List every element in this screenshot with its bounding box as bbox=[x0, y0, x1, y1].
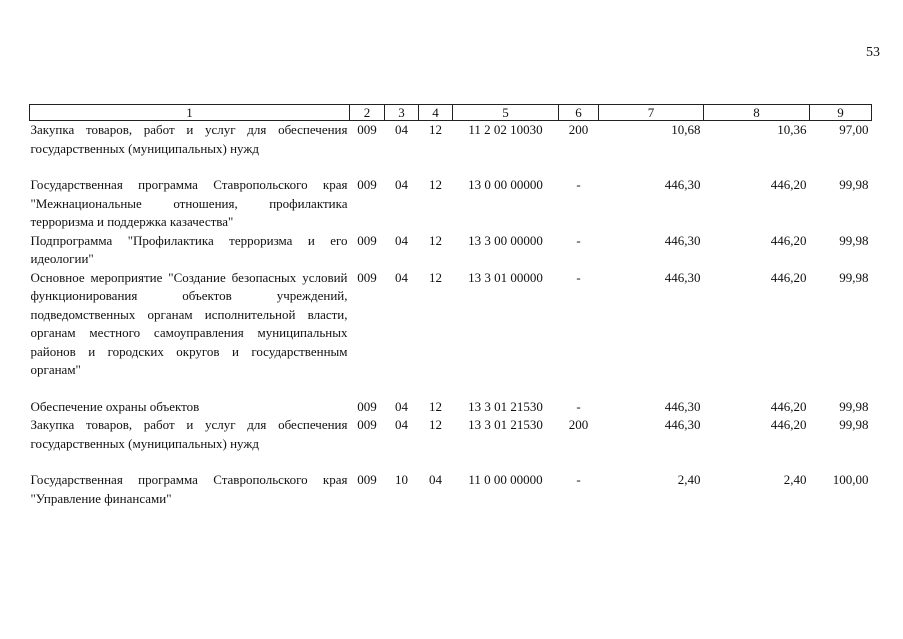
header-row bbox=[30, 105, 872, 121]
row-value-actual: 446,20 bbox=[770, 269, 807, 285]
row-value-planned: 446,30 bbox=[664, 417, 701, 432]
row-target-article: 13 3 01 21530 bbox=[468, 417, 543, 432]
col-header-5: 5 bbox=[453, 105, 559, 121]
row-target-article: 13 0 00 00000 bbox=[468, 177, 543, 192]
row-ministry-code: 009 bbox=[357, 417, 377, 432]
row-description: Подпрограмма "Профилактика терроризма и его идеологии" bbox=[30, 232, 348, 266]
row-subsection-code: 04 bbox=[429, 472, 442, 487]
row-value-actual: 446,20 bbox=[770, 398, 807, 414]
table-row bbox=[30, 471, 872, 508]
table-row bbox=[30, 232, 872, 269]
budget-table-container bbox=[29, 104, 871, 508]
row-subsection-code: 12 bbox=[429, 232, 442, 248]
row-ministry-code: 009 bbox=[357, 232, 377, 248]
row-section-code: 04 bbox=[395, 398, 408, 414]
row-value-planned: 446,30 bbox=[664, 398, 701, 414]
page-number: 53 bbox=[866, 45, 880, 60]
col-header-8: 8 bbox=[704, 105, 810, 121]
table-row bbox=[30, 416, 872, 453]
row-target-article: 13 3 01 00000 bbox=[468, 269, 543, 285]
row-description: Государственная программа Ставропольского края "Межнациональные отношения, профилактика терроризма и поддержка казачества" bbox=[30, 177, 348, 229]
row-expense-type: - bbox=[576, 232, 581, 248]
row-description: Основное мероприятие "Создание безопасных условий функционирования объектов учреждений, подведомственных органам исполнительной власти, органам местного самоуправления муниципальных районов и городских округов и государственным органам" bbox=[30, 269, 348, 377]
row-subsection-code: 12 bbox=[429, 177, 442, 192]
row-subsection-code: 12 bbox=[429, 398, 442, 414]
col-header-6: 6 bbox=[559, 105, 599, 121]
row-value-percent: 100,00 bbox=[832, 472, 869, 487]
row-value-percent: 99,98 bbox=[839, 398, 869, 414]
row-expense-type: - bbox=[576, 398, 581, 414]
row-spacer bbox=[30, 380, 872, 398]
row-value-actual: 10,36 bbox=[777, 122, 807, 137]
row-value-actual: 2,40 bbox=[783, 472, 807, 487]
row-value-planned: 2,40 bbox=[677, 472, 701, 487]
row-value-percent: 99,98 bbox=[839, 232, 869, 248]
row-section-code: 04 bbox=[395, 177, 408, 192]
row-target-article: 11 2 02 10030 bbox=[468, 122, 543, 137]
row-spacer bbox=[30, 453, 872, 471]
row-value-actual: 446,20 bbox=[770, 177, 807, 192]
row-description: Закупка товаров, работ и услуг для обеспечения государственных (муниципальных) нужд bbox=[30, 417, 348, 451]
row-ministry-code: 009 bbox=[357, 177, 377, 192]
row-expense-type: 200 bbox=[568, 122, 589, 137]
row-expense-type: - bbox=[576, 177, 581, 192]
col-header-1: 1 bbox=[30, 105, 350, 121]
row-ministry-code: 009 bbox=[357, 122, 377, 137]
row-section-code: 10 bbox=[395, 472, 408, 487]
row-value-actual: 446,20 bbox=[770, 417, 807, 432]
row-description: Закупка товаров, работ и услуг для обеспечения государственных (муниципальных) нужд bbox=[30, 122, 348, 156]
table-row bbox=[30, 398, 872, 417]
row-value-actual: 446,20 bbox=[770, 232, 807, 248]
row-subsection-code: 12 bbox=[429, 269, 442, 285]
col-header-7: 7 bbox=[599, 105, 704, 121]
row-ministry-code: 009 bbox=[357, 472, 377, 487]
row-value-percent: 99,98 bbox=[839, 417, 869, 432]
row-subsection-code: 12 bbox=[429, 417, 442, 432]
table-row bbox=[30, 121, 872, 159]
col-header-3: 3 bbox=[385, 105, 419, 121]
row-expense-type: 200 bbox=[568, 417, 589, 432]
row-expense-type: - bbox=[576, 472, 581, 487]
row-value-planned: 10,68 bbox=[671, 122, 701, 137]
row-section-code: 04 bbox=[395, 122, 408, 137]
row-description: Обеспечение охраны объектов bbox=[30, 398, 200, 414]
table-row bbox=[30, 176, 872, 232]
row-target-article: 11 0 00 00000 bbox=[468, 472, 543, 487]
row-section-code: 04 bbox=[395, 232, 408, 248]
row-subsection-code: 12 bbox=[429, 122, 442, 137]
row-value-planned: 446,30 bbox=[664, 269, 701, 285]
row-target-article: 13 3 00 00000 bbox=[468, 232, 543, 248]
row-value-planned: 446,30 bbox=[664, 232, 701, 248]
row-ministry-code: 009 bbox=[357, 269, 377, 285]
col-header-9: 9 bbox=[810, 105, 872, 121]
table-row bbox=[30, 269, 872, 380]
row-section-code: 04 bbox=[395, 269, 408, 285]
row-value-percent: 99,98 bbox=[839, 177, 869, 192]
row-ministry-code: 009 bbox=[357, 398, 377, 414]
row-value-percent: 97,00 bbox=[839, 122, 869, 137]
row-description: Государственная программа Ставропольского края "Управление финансами" bbox=[30, 472, 348, 506]
col-header-4: 4 bbox=[419, 105, 453, 121]
row-target-article: 13 3 01 21530 bbox=[468, 398, 543, 414]
row-value-percent: 99,98 bbox=[839, 269, 869, 285]
budget-table bbox=[29, 104, 872, 508]
col-header-2: 2 bbox=[350, 105, 385, 121]
row-spacer bbox=[30, 158, 872, 176]
row-value-planned: 446,30 bbox=[664, 177, 701, 192]
row-section-code: 04 bbox=[395, 417, 408, 432]
row-expense-type: - bbox=[576, 269, 581, 285]
